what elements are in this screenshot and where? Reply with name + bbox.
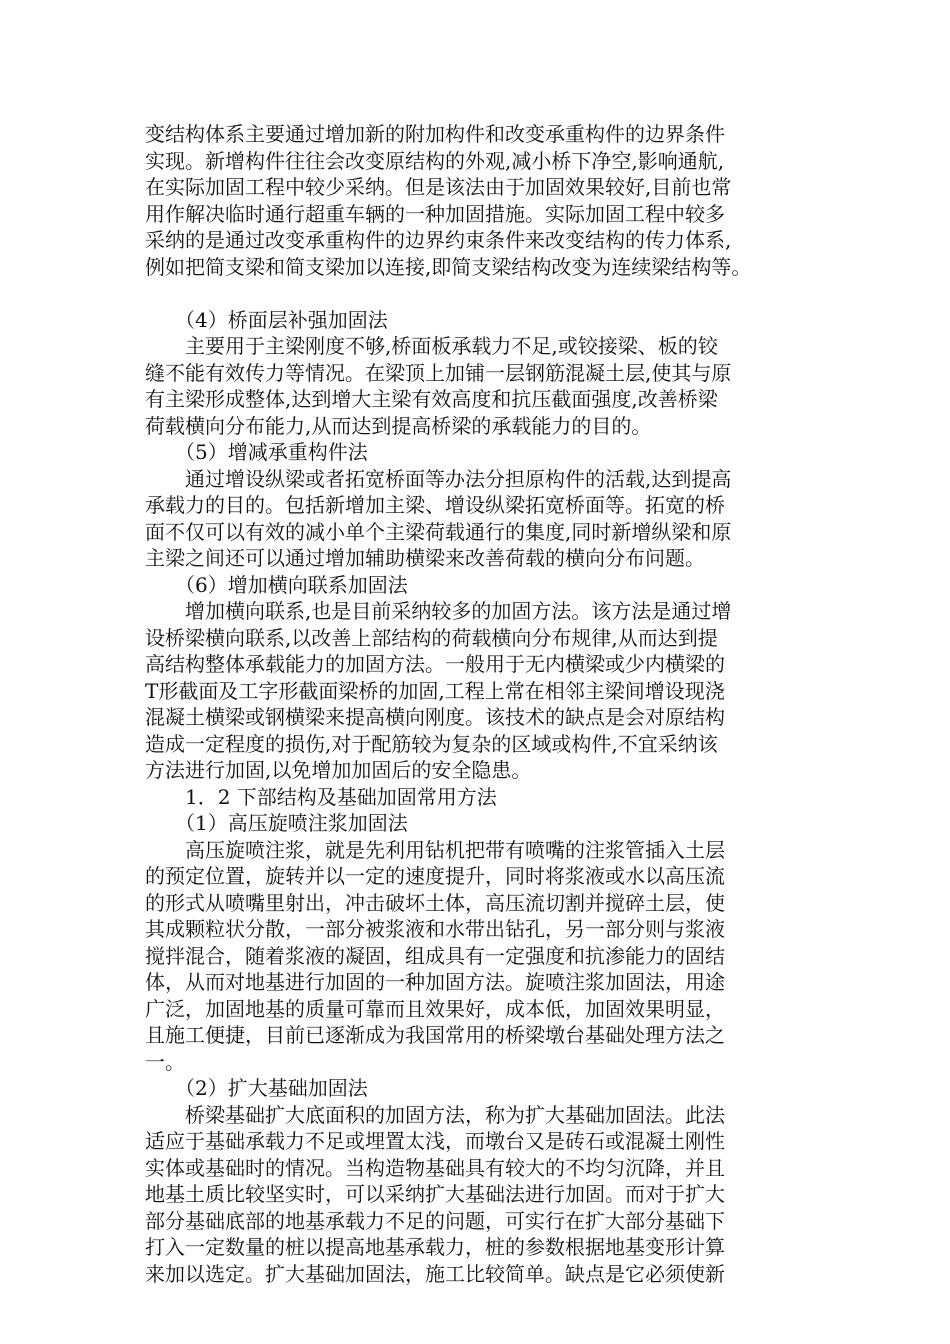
- paragraph-structural-system: [145, 121, 825, 280]
- text-line: 承载力的目的。包括新增加主梁、增设纵梁拓宽桥面等。拓宽的桥: [145, 493, 725, 517]
- text-line: 在实际加固工程中较少采纳。但是该法由于加固效果较好,目前也常: [145, 175, 732, 199]
- text-line: 一。: [145, 1049, 185, 1074]
- text-line: 适应于基础承载力不足或埋置太浅，而墩台又是砖石或混凝土刚性: [145, 1129, 725, 1153]
- section-heading: 1．2 下部结构及基础加固常用方法: [145, 784, 497, 809]
- paragraph-gap: [145, 280, 825, 307]
- text-line: 有主梁形成整体,达到增大主梁有效高度和抗压截面强度,改善桥梁: [145, 387, 718, 411]
- text-line: 广泛，加固地基的质量可靠而且效果好，成本低，加固效果明显，: [145, 996, 725, 1021]
- text-line: 搅拌混合，随着浆液的凝固，组成具有一定强度和抗渗能力的固结: [145, 943, 725, 968]
- text-line: T形截面及工字形截面梁桥的加固,工程上常在相邻主梁间增设现浇: [145, 678, 725, 703]
- text-line: 桥梁基础扩大底面积的加固方法，称为扩大基础加固法。此法: [145, 1102, 725, 1127]
- text-line: 例如把简支梁和简支梁加以连接,即简支梁结构改变为连续梁结构等。: [145, 254, 752, 279]
- text-line: 其成颗粒状分散，一部分被浆液和水带出钻孔，另一部分则与浆液: [145, 917, 725, 941]
- text-line: 实现。新增构件往往会改变原结构的外观,减小桥下净空,影响通航,: [145, 148, 725, 173]
- text-line: 设桥梁横向联系,以改善上部结构的荷载横向分布规律,从而达到提: [145, 625, 718, 650]
- text-line: 方法进行加固,以免增加加固后的安全隐患。: [145, 758, 532, 782]
- section-heading: （2）扩大基础加固法: [145, 1076, 368, 1100]
- text-line: 高压旋喷注浆，就是先利用钻机把带有喷嘴的注浆管插入土层: [145, 837, 725, 862]
- text-line: 体，从而对地基进行加固的一种加固方法。旋喷注浆加固法，用途: [145, 970, 725, 994]
- text-line: 增加横向联系,也是目前采纳较多的加固方法。该方法是通过增: [145, 599, 732, 623]
- text-line: 用作解决临时通行超重车辆的一种加固措施。实际加固工程中较多: [145, 201, 725, 226]
- document-body: [145, 307, 825, 1288]
- text-line: 的形式从喷嘴里射出，冲击破坏土体，高压流切割并搅碎土层，使: [145, 890, 725, 915]
- text-line: 缝不能有效传力等情况。在梁顶上加铺一层钢筋混凝土层,使其与原: [145, 360, 732, 385]
- text-line: 地基土质比较坚实时，可以采纳扩大基础法进行加固。而对于扩大: [145, 1182, 725, 1206]
- text-line: 造成一定程度的损伤,对于配筋较为复杂的区域或构件,不宜采纳该: [145, 731, 718, 756]
- text-line: 高结构整体承载能力的加固方法。一般用于无内横梁或少内横梁的: [145, 652, 725, 676]
- text-line: 实体或基础时的情况。当构造物基础具有较大的不均匀沉降，并且: [145, 1155, 725, 1180]
- text-line: 主要用于主梁刚度不够,桥面板承载力不足,或铰接梁、板的铰: [145, 334, 718, 358]
- text-line: 面不仅可以有效的减小单个主梁荷载通行的集度,同时新增纵梁和原: [145, 519, 732, 544]
- section-heading: （1）高压旋喷注浆加固法: [145, 811, 408, 835]
- text-line: 且施工便捷，目前已逐渐成为我国常用的桥梁墩台基础处理方法之: [145, 1023, 725, 1047]
- section-heading: （5）增减承重构件法: [145, 440, 368, 464]
- section-heading: （6）增加横向联系加固法: [145, 572, 408, 597]
- text-line: 通过增设纵梁或者拓宽桥面等办法分担原构件的活载,达到提高: [145, 466, 732, 491]
- text-line: 来加以选定。扩大基础加固法，施工比较简单。缺点是它必须使新: [145, 1261, 725, 1286]
- text-line: 主梁之间还可以通过增加辅助横梁来改善荷载的横向分布问题。: [145, 546, 705, 570]
- document-page: [145, 121, 825, 1287]
- text-line: 采纳的是通过改变承重构件的边界约束条件来改变结构的传力体系,: [145, 228, 732, 252]
- text-line: 部分基础底部的地基承载力不足的问题，可实行在扩大部分基础下: [145, 1208, 725, 1233]
- section-heading: （4）桥面层补强加固法: [145, 307, 388, 332]
- text-line: 混凝土横梁或钢横梁来提高横向刚度。该技术的缺点是会对原结构: [145, 705, 725, 729]
- text-line: 打入一定数量的桩以提高地基承载力，桩的参数根据地基变形计算: [145, 1235, 725, 1259]
- text-line: 的预定位置，旋转并以一定的速度提升，同时将浆液或水以高压流: [145, 864, 725, 888]
- text-line: 变结构体系主要通过增加新的附加构件和改变承重构件的边界条件: [145, 122, 725, 146]
- text-line: 荷载横向分布能力,从而达到提高桥梁的承载能力的目的。: [145, 413, 652, 438]
